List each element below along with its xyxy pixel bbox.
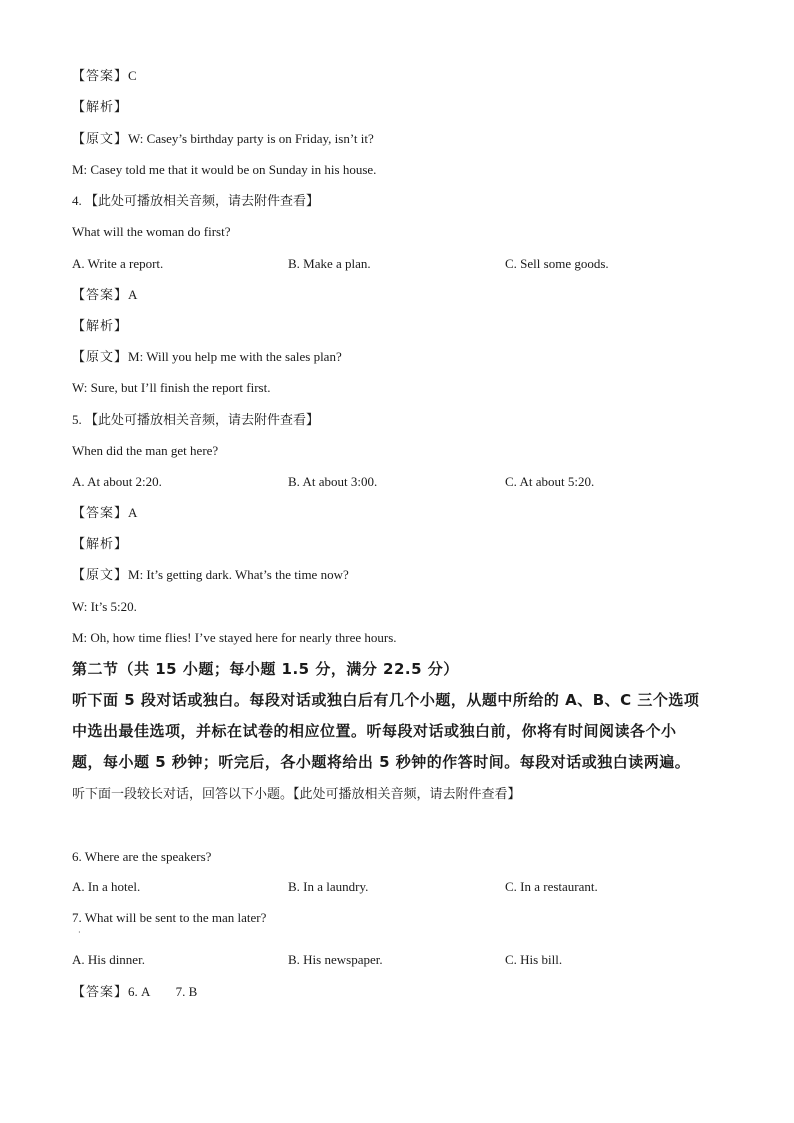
transcript-tag: 【原文】	[72, 132, 129, 147]
analysis-tag: 【解析】	[72, 537, 129, 552]
stray-dot-mark: ·	[78, 928, 81, 937]
transcript-tag: 【原文】	[72, 568, 129, 583]
question-6-text: 6. Where are the speakers?	[72, 849, 212, 864]
transcript-line-q5	[72, 566, 349, 585]
transcript-text: M: Will you help me with the sales plan?	[128, 349, 342, 364]
answer-tag: 【答案】	[72, 506, 129, 521]
answer-line-q3	[72, 67, 137, 86]
transcript-response-q5-m: M: Oh, how time flies! I’ve stayed here for nearly three hours.	[72, 630, 397, 645]
transcript-text: W: Casey’s birthday party is on Friday, isn’t it?	[128, 131, 374, 146]
q6-option-a: A. In a hotel.	[72, 879, 141, 894]
analysis-line-q3	[72, 98, 128, 117]
q7-option-b: B. His newspaper.	[288, 952, 383, 967]
question-5-text: When did the man get here?	[72, 443, 219, 458]
answer-value: A	[128, 505, 138, 520]
listen-intro-audio-link[interactable]: 听下面一段较长对话，回答以下小题。【此处可播放相关音频，请去附件查看】	[72, 787, 521, 802]
analysis-line-q5	[72, 535, 128, 554]
transcript-response-q4: W: Sure, but I’ll finish the report first.	[72, 380, 271, 395]
analysis-tag: 【解析】	[72, 100, 129, 115]
analysis-line-q4	[72, 317, 128, 336]
q7-option-a: A. His dinner.	[72, 952, 145, 967]
answer-line-q4	[72, 286, 137, 305]
transcript-text: M: It’s getting dark. What’s the time now?	[128, 567, 349, 582]
transcript-line-q4	[72, 348, 342, 367]
audio-link[interactable]: 【此处可播放相关音频，请去附件查看】	[85, 194, 320, 209]
answer-value: C	[128, 68, 137, 83]
question-4-text: What will the woman do first?	[72, 224, 231, 239]
question-number: 5.	[72, 412, 82, 427]
answer-tag: 【答案】	[72, 69, 129, 84]
section-2-instruction-3: 题，每小题 5 秒钟；听完后，各小题将给出 5 秒钟的作答时间。每段对话或独白读两遍。	[72, 753, 691, 771]
answer-value: 6. A 7. B	[128, 984, 198, 999]
section-2-instruction-2: 中选出最佳选项，并标在试卷的相应位置。听每段对话或独白前，你将有时间阅读各个小	[72, 722, 677, 740]
question-4-header	[72, 192, 319, 211]
q5-option-c: C. At about 5:20.	[505, 474, 595, 489]
q6-option-c: C. In a restaurant.	[505, 879, 598, 894]
analysis-tag: 【解析】	[72, 319, 129, 334]
q6-option-b: B. In a laundry.	[288, 879, 369, 894]
audio-link[interactable]: 【此处可播放相关音频，请去附件查看】	[85, 413, 320, 428]
q7-option-c: C. His bill.	[505, 952, 563, 967]
answer-line-q6-q7	[72, 983, 197, 1002]
question-5-header	[72, 411, 319, 430]
question-7-text: 7. What will be sent to the man later?	[72, 910, 267, 925]
q5-option-a: A. At about 2:20.	[72, 474, 162, 489]
q4-option-a: A. Write a report.	[72, 256, 164, 271]
q4-option-b: B. Make a plan.	[288, 256, 371, 271]
question-number: 4.	[72, 193, 82, 208]
transcript-tag: 【原文】	[72, 350, 129, 365]
answer-line-q5	[72, 504, 137, 523]
answer-tag: 【答案】	[72, 288, 129, 303]
transcript-line-q3	[72, 130, 374, 149]
q5-option-b: B. At about 3:00.	[288, 474, 378, 489]
transcript-response-q3: M: Casey told me that it would be on Sunday in his house.	[72, 162, 377, 177]
section-2-instruction-1: 听下面 5 段对话或独白。每段对话或独白后有几个小题，从题中所给的 A、B、C 三个选项	[72, 691, 700, 709]
answer-tag: 【答案】	[72, 985, 129, 1000]
transcript-response-q5-w: W: It’s 5:20.	[72, 599, 137, 614]
section-2-heading: 第二节（共 15 小题；每小题 1.5 分，满分 22.5 分）	[72, 660, 459, 678]
answer-value: A	[128, 287, 138, 302]
q4-option-c: C. Sell some goods.	[505, 256, 609, 271]
